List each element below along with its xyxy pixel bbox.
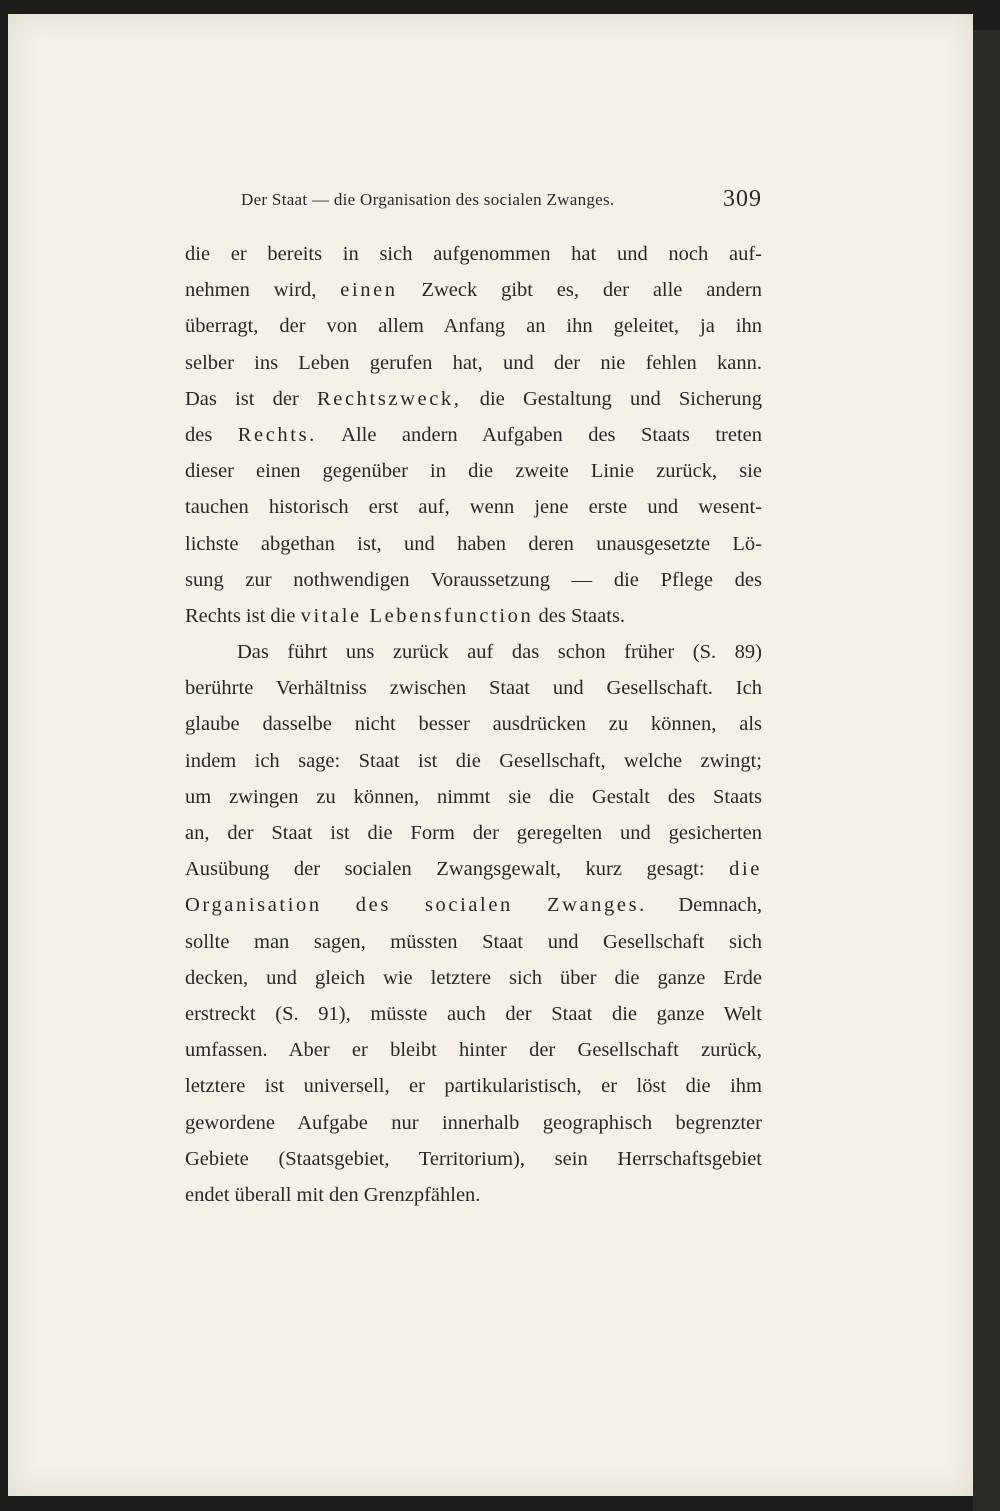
- emphasis-text: vitale Lebensfunction: [300, 604, 534, 627]
- body-text: [185, 236, 762, 1213]
- running-head: Der Staat — die Organisation des socialen Zwanges.: [241, 190, 615, 209]
- emphasis-text: die: [729, 858, 762, 881]
- page-number: 309: [723, 186, 762, 212]
- text-span: des Staats.: [538, 604, 626, 627]
- text-span: Das ist der: [185, 387, 299, 410]
- emphasis-text: Rechtszweck,: [317, 387, 462, 410]
- text-line: die er bereits in sich aufgenommen hat und noch auf-: [185, 243, 762, 265]
- text-span: nehmen wird,: [185, 279, 317, 302]
- page-edge-strip: [973, 30, 1000, 1511]
- text-line: decken, und gleich wie letztere sich über die ganze Erde: [185, 966, 762, 989]
- text-line: sollte man sagen, müssten Staat und Gesellschaft sich: [185, 930, 762, 953]
- text-span: Demnach,: [678, 894, 763, 917]
- text-line: berührte Verhältniss zwischen Staat und Gesellschaft. Ich: [185, 677, 762, 700]
- text-span: Ausübung der socialen Zwangsgewalt, kurz gesagt:: [185, 858, 705, 881]
- text-line: letztere ist universell, er partikularistisch, er löst die ihm: [185, 1075, 762, 1098]
- text-span: Rechts ist die: [185, 604, 296, 627]
- text-line: gewordene Aufgabe nur innerhalb geographisch begrenzter: [185, 1111, 762, 1134]
- paragraph: [185, 634, 762, 1213]
- paragraph: [185, 236, 762, 634]
- emphasis-text: Organisation des socialen Zwanges.: [185, 894, 647, 917]
- emphasis-text: einen: [340, 279, 398, 302]
- emphasis-text: Rechts.: [237, 423, 317, 446]
- book-page: [8, 14, 973, 1496]
- text-line: glaube dasselbe nicht besser ausdrücken zu können, als: [185, 713, 762, 736]
- text-line: um zwingen zu können, nimmt sie die Gestalt des Staats: [185, 785, 762, 808]
- text-line: Das führt uns zurück auf das schon früher (S. 89): [237, 641, 762, 664]
- text-line: dieser einen gegenüber in die zweite Linie zurück, sie: [185, 460, 762, 483]
- text-line: überragt, der von allem Anfang an ihn geleitet, ja ihn: [185, 315, 762, 338]
- text-line: [185, 272, 762, 308]
- text-span: des: [185, 423, 213, 446]
- text-line: [185, 851, 762, 887]
- text-span: Alle andern Aufgaben des Staats treten: [341, 423, 762, 446]
- text-line: an, der Staat ist die Form der geregelten und gesicherten: [185, 822, 762, 844]
- text-line: lichste abgethan ist, und haben deren unausgesetzte Lö-: [185, 532, 762, 555]
- text-span: Zweck gibt es, der alle andern: [421, 279, 763, 302]
- text-line: endet überall mit den Grenzpfählen.: [185, 1183, 481, 1206]
- text-line: umfassen. Aber er bleibt hinter der Gesellschaft zurück,: [185, 1039, 762, 1062]
- text-line: [185, 598, 762, 634]
- text-line: [185, 381, 762, 417]
- page-header: [241, 186, 766, 222]
- text-line: indem ich sage: Staat ist die Gesellschaft, welche zwingt;: [185, 749, 762, 772]
- text-line: [185, 417, 762, 453]
- text-line: Gebiete (Staatsgebiet, Territorium), sein Herrschaftsgebiet: [185, 1147, 762, 1170]
- text-line: tauchen historisch erst auf, wenn jene erste und wesent-: [185, 496, 762, 519]
- text-line: erstreckt (S. 91), müsste auch der Staat die ganze Welt: [185, 1002, 762, 1025]
- text-line: sung zur nothwendigen Voraussetzung — die Pflege des: [185, 568, 762, 591]
- text-line: [185, 887, 762, 923]
- text-span: die Gestaltung und Sicherung: [479, 387, 763, 410]
- text-line: selber ins Leben gerufen hat, und der nie fehlen kann.: [185, 351, 762, 374]
